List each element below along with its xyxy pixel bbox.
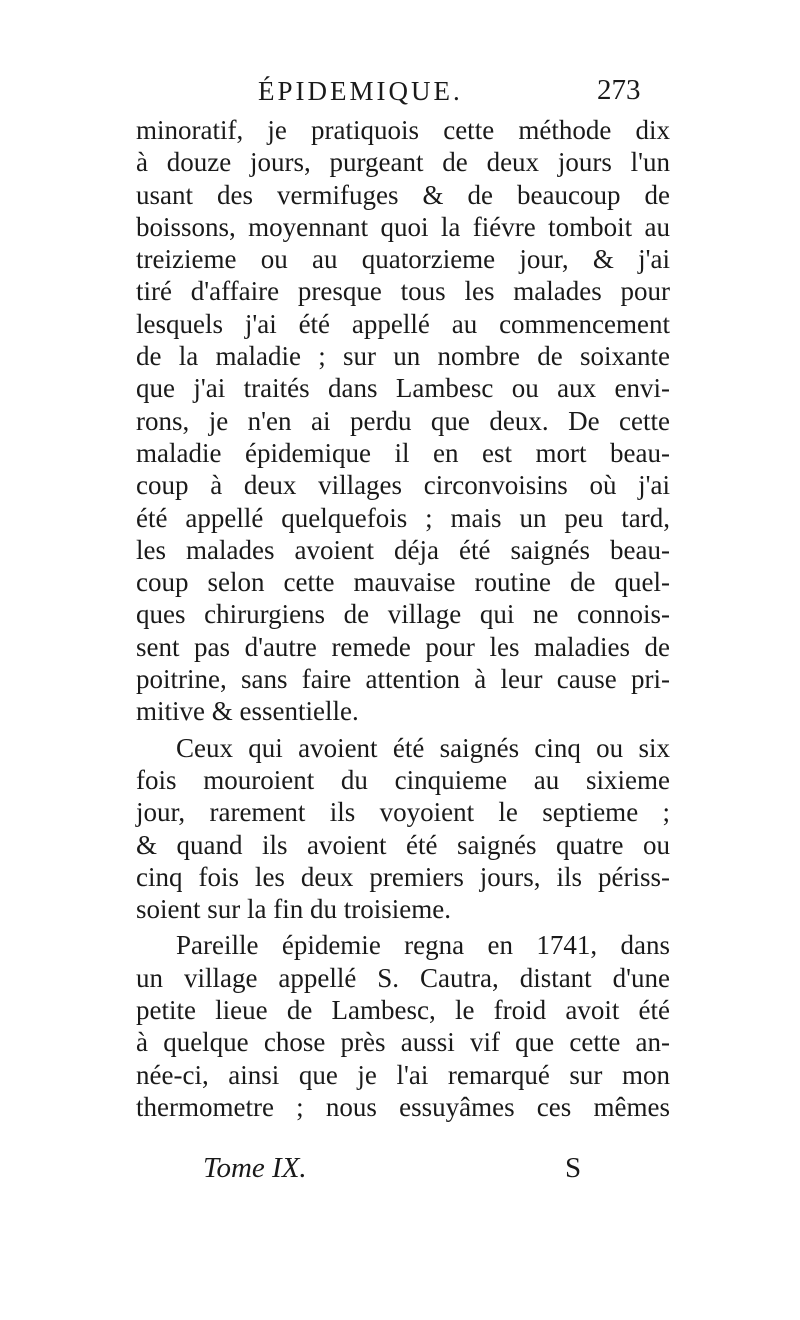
text-line: jour, rarement ils voyoient le septieme ;: [136, 797, 670, 828]
text-line: de la maladie ; sur un nombre de soixante: [136, 341, 670, 372]
text-line: les malades avoient déja été saignés beau-: [136, 534, 670, 565]
text-line: thermometre ; nous essuyâmes ces mêmes: [136, 1091, 670, 1122]
running-title: ÉPIDEMIQUE.: [258, 76, 463, 106]
paragraph-end-line: soient sur la fin du troisieme.: [136, 894, 451, 925]
text-line: poitrine, sans faire attention à leur cause pri-: [136, 664, 670, 695]
text-line: à douze jours, purgeant de deux jours l'un: [136, 147, 670, 178]
text-line: & quand ils avoient été saignés quatre ou: [136, 829, 670, 860]
text-line: minoratif, je pratiquois cette méthode dix: [136, 115, 670, 145]
text-line: boissons, moyennant quoi la fiévre tomboit au: [136, 211, 670, 242]
text-line: usant des vermifuges & de beaucoup de: [136, 179, 670, 210]
paragraph-start-line: Ceux qui avoient été saignés cinq ou six: [176, 732, 670, 763]
text-line: un village appellé S. Cautra, distant d'une: [136, 962, 670, 993]
text-line: maladie épidemique il en est mort beau-: [136, 437, 670, 468]
page-footer: [0, 1152, 800, 1192]
text-line: cinq fois les deux premiers jours, ils périss-: [136, 861, 670, 892]
paragraph-end-line: mitive & essentielle.: [136, 696, 359, 727]
text-line: née-ci, ainsi que je l'ai remarqué sur mon: [136, 1059, 670, 1090]
text-line: à quelque chose près aussi vif que cette an-: [136, 1027, 670, 1058]
text-line: lesquels j'ai été appellé au commencement: [136, 308, 670, 339]
page-number: 273: [597, 74, 641, 106]
paragraph-start-line: Pareille épidemie regna en 1741, dans: [176, 930, 670, 961]
text-line: que j'ai traités dans Lambesc ou aux envi-: [136, 373, 670, 404]
text-line: petite lieue de Lambesc, le froid avoit été: [136, 995, 670, 1026]
text-line: coup selon cette mauvaise routine de quel-: [136, 567, 670, 598]
text-line: coup à deux villages circonvoisins où j'ai: [136, 470, 670, 501]
text-line: tiré d'affaire presque tous les malades pour: [136, 276, 670, 307]
text-line: fois mouroient du cinquieme au sixieme: [136, 764, 670, 795]
text-line: été appellé quelquefois ; mais un peu tard,: [136, 502, 670, 533]
text-line: rons, je n'en ai perdu que deux. De cette: [136, 405, 670, 436]
body-text: [136, 114, 670, 1123]
volume-signature: Tome IX.: [203, 1152, 307, 1184]
signature-letter: S: [565, 1152, 582, 1184]
text-line: ques chirurgiens de village qui ne connois-: [136, 599, 670, 630]
text-line: treizieme ou au quatorzieme jour, & j'ai: [136, 244, 670, 275]
text-line: sent pas d'autre remede pour les maladies de: [136, 631, 670, 662]
